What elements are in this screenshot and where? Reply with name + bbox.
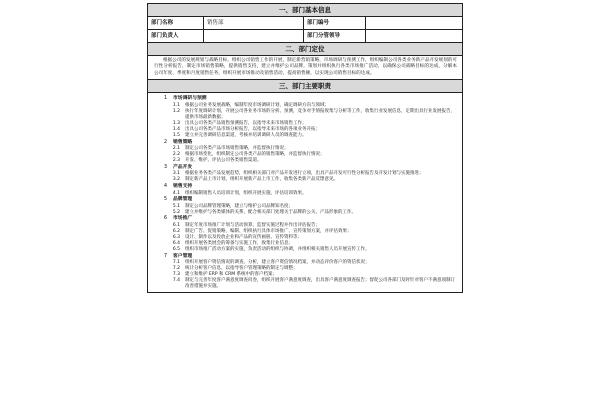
duty-item-text: 制定公司品牌管理策略，建立与维护公司品牌知名度； [185,203,293,209]
duty-category-title: 市场调研与预测 [173,96,207,102]
section-positioning-title: 二、部门定位 [148,43,462,56]
duty-item-text: 制定与完善年度客户满意度调查问卷，组织开展客户满意度调查，出具客户满意度调查报告；督促公司各部门及时针对客户不满意项制订改善措施并实施。 [185,278,455,290]
duty-category-number: 5 [163,197,167,203]
duty-item-number: 1.3 [172,121,180,127]
duty-item-number: 1.4 [172,127,180,133]
duty-item-number: 5.1 [172,203,180,209]
duty-item-text: 根据业务各类产品发展趋势，组织相关部门对产品开发进行立项，出具产品开发可行性分析报告及开发计划与实施推进； [185,171,424,177]
duty-category-number: 2 [163,139,167,145]
duty-item [154,210,457,216]
duty-item [154,133,457,139]
duty-item-text: 制定广告、促销策略，编制、组织执行具体市场推广、宣传策划方案，并评估效果； [185,229,352,235]
duty-category-title: 销售策略 [173,139,193,145]
duty-item-number: 7.4 [172,278,180,284]
duty-item-number: 7.1 [172,260,180,266]
duty-item-text: 制定新产品上市计划，组织开展新产品上市工作，收集各类新产品反馈意见。 [185,177,338,183]
department-head-label: 部门负责人 [148,30,204,42]
duty-category-number: 3 [163,164,167,170]
duty-item-text: 统计分析客户信息，以指导客户管理策略的制定与调整； [185,266,298,272]
duty-item-text: 组织开展客户资信情况的调查、分析，建立客户资信情况档案，并动态评价客户的资信状况； [185,260,370,266]
duty-item-number: 6.4 [172,241,180,247]
department-leader-label: 部门分管领导 [304,30,366,42]
duty-item-number: 6.5 [172,247,180,253]
duty-item-number: 1.1 [172,103,180,109]
duty-item-text: 出具公司各类产品市场分析报告，以指导未来市场的各项业务开拓； [185,127,320,133]
info-row-1 [148,17,462,30]
department-head-value [204,30,304,42]
duty-category-number: 4 [163,184,167,190]
duty-item-text: 设计、制作以及投放企业和产品的宣传画册、宣传资料等； [185,235,302,241]
duty-item-text: 组织编制销售人员培训计划，组织开展实施，评估培训效果。 [185,190,307,196]
department-code-value [366,17,462,29]
duties-list [148,93,462,292]
duty-item-text: 组织市场推广活动方案的实施，负责活动的组织与协调，并组织相关销售人员开展宣传工作。 [185,247,370,253]
department-document [147,3,463,293]
duty-item-text: 根据公司业务发展战略，编制年度市场调研计划，确定调研方向与领域； [185,103,329,109]
duty-category-title: 销售支持 [173,184,193,190]
duty-item-number: 2.2 [172,152,180,158]
duty-item-number: 3.2 [172,177,180,183]
duty-item-number: 7.2 [172,266,180,272]
duty-item [154,278,457,290]
department-leader-value [366,30,462,42]
duty-item-number: 2.3 [172,158,180,164]
duty-item-number: 5.2 [172,209,180,215]
duty-category-number: 1 [163,96,167,102]
duty-category-title: 品牌管理 [173,197,193,203]
duty-item-number: 4.1 [172,190,180,196]
duty-category-title: 市场推广 [173,216,193,222]
duty-item-number: 6.3 [172,235,180,241]
duty-item [154,191,457,197]
duty-item-text: 建立并维护与各类媒体的关系，配合相关部门处理关于品牌的公关、产品形象的工作。 [185,209,356,215]
duty-item-number: 6.2 [172,229,180,235]
duty-category [154,184,457,191]
duty-category [154,197,457,204]
duty-item-number: 2.1 [172,146,180,152]
duty-item-number: 3.1 [172,171,180,177]
duty-item [154,158,457,164]
duty-category-number: 6 [163,216,167,222]
duty-category-title: 客户管理 [173,253,193,259]
duty-item-text: 制定公司各类产品市场销售策略，并监督执行情况； [185,146,289,152]
section-duties-title: 三、部门主要职责 [148,80,462,93]
info-row-2 [148,30,462,43]
duty-category-number: 7 [163,253,167,259]
duty-item [154,247,457,253]
duty-item-number: 1.2 [172,109,180,115]
section-basic-info-title: 一、部门基本信息 [148,4,462,17]
duty-item-text: 开发、维护、评估公司各类销售渠道。 [185,158,262,164]
duty-item-number: 1.5 [172,133,180,139]
duty-item-text: 执行年度调研计划，开展公司各业务市场的分析、预测，竞争对手情报收集与分析等工作，收集行业发展信息，定期出具行业发展报告，提供市场最新数据； [185,109,455,121]
department-name-label: 部门名称 [148,17,204,29]
duty-item-number: 7.3 [172,272,180,278]
positioning-text: 根据公司的发展规划与战略目标，组织公司销售工作的开展，制定新营销策略，市场调研与预测工作，组织编制公司各类业务新产品开发规划的可行性分析报告，制定市场销售策略，提供销售支持，建立并维护公司品牌，策划并组织执行各类市场推广活动，以确保公司战略目标的达成，分解本公司年度、季度和月度销售任务，组织开展市场推动及销售活动，提高销售额，以实现公司销售目标的达成。 [148,56,462,80]
duty-item-text: 建立和维护 ERP 和 CRM 系统中的客户档案； [185,272,278,278]
duty-item-text: 建立并完善调研信息渠道，考核并培训调研人员的调查能力。 [185,133,307,139]
duty-item [154,177,457,183]
duty-item-text: 组织开展各类展会的筹备与实施工作，收集行业信息； [185,241,293,247]
duty-item-number: 6.1 [172,223,180,229]
duty-category-title: 产品开发 [173,164,193,170]
department-code-label: 部门编号 [304,17,366,29]
duty-item [154,109,457,121]
duty-item-text: 出具公司各类产品销售预测报告，以指导未来市场销售工作； [185,121,307,127]
duty-item-text: 制定年度市场推广计划与活动预算，监督实施过程并作出评估报告； [185,223,320,229]
department-name-value: 销售部 [204,17,304,29]
duty-item-text: 根据市场变化，组织制定公司各类产品的销售策略，并监督执行情况； [185,152,325,158]
